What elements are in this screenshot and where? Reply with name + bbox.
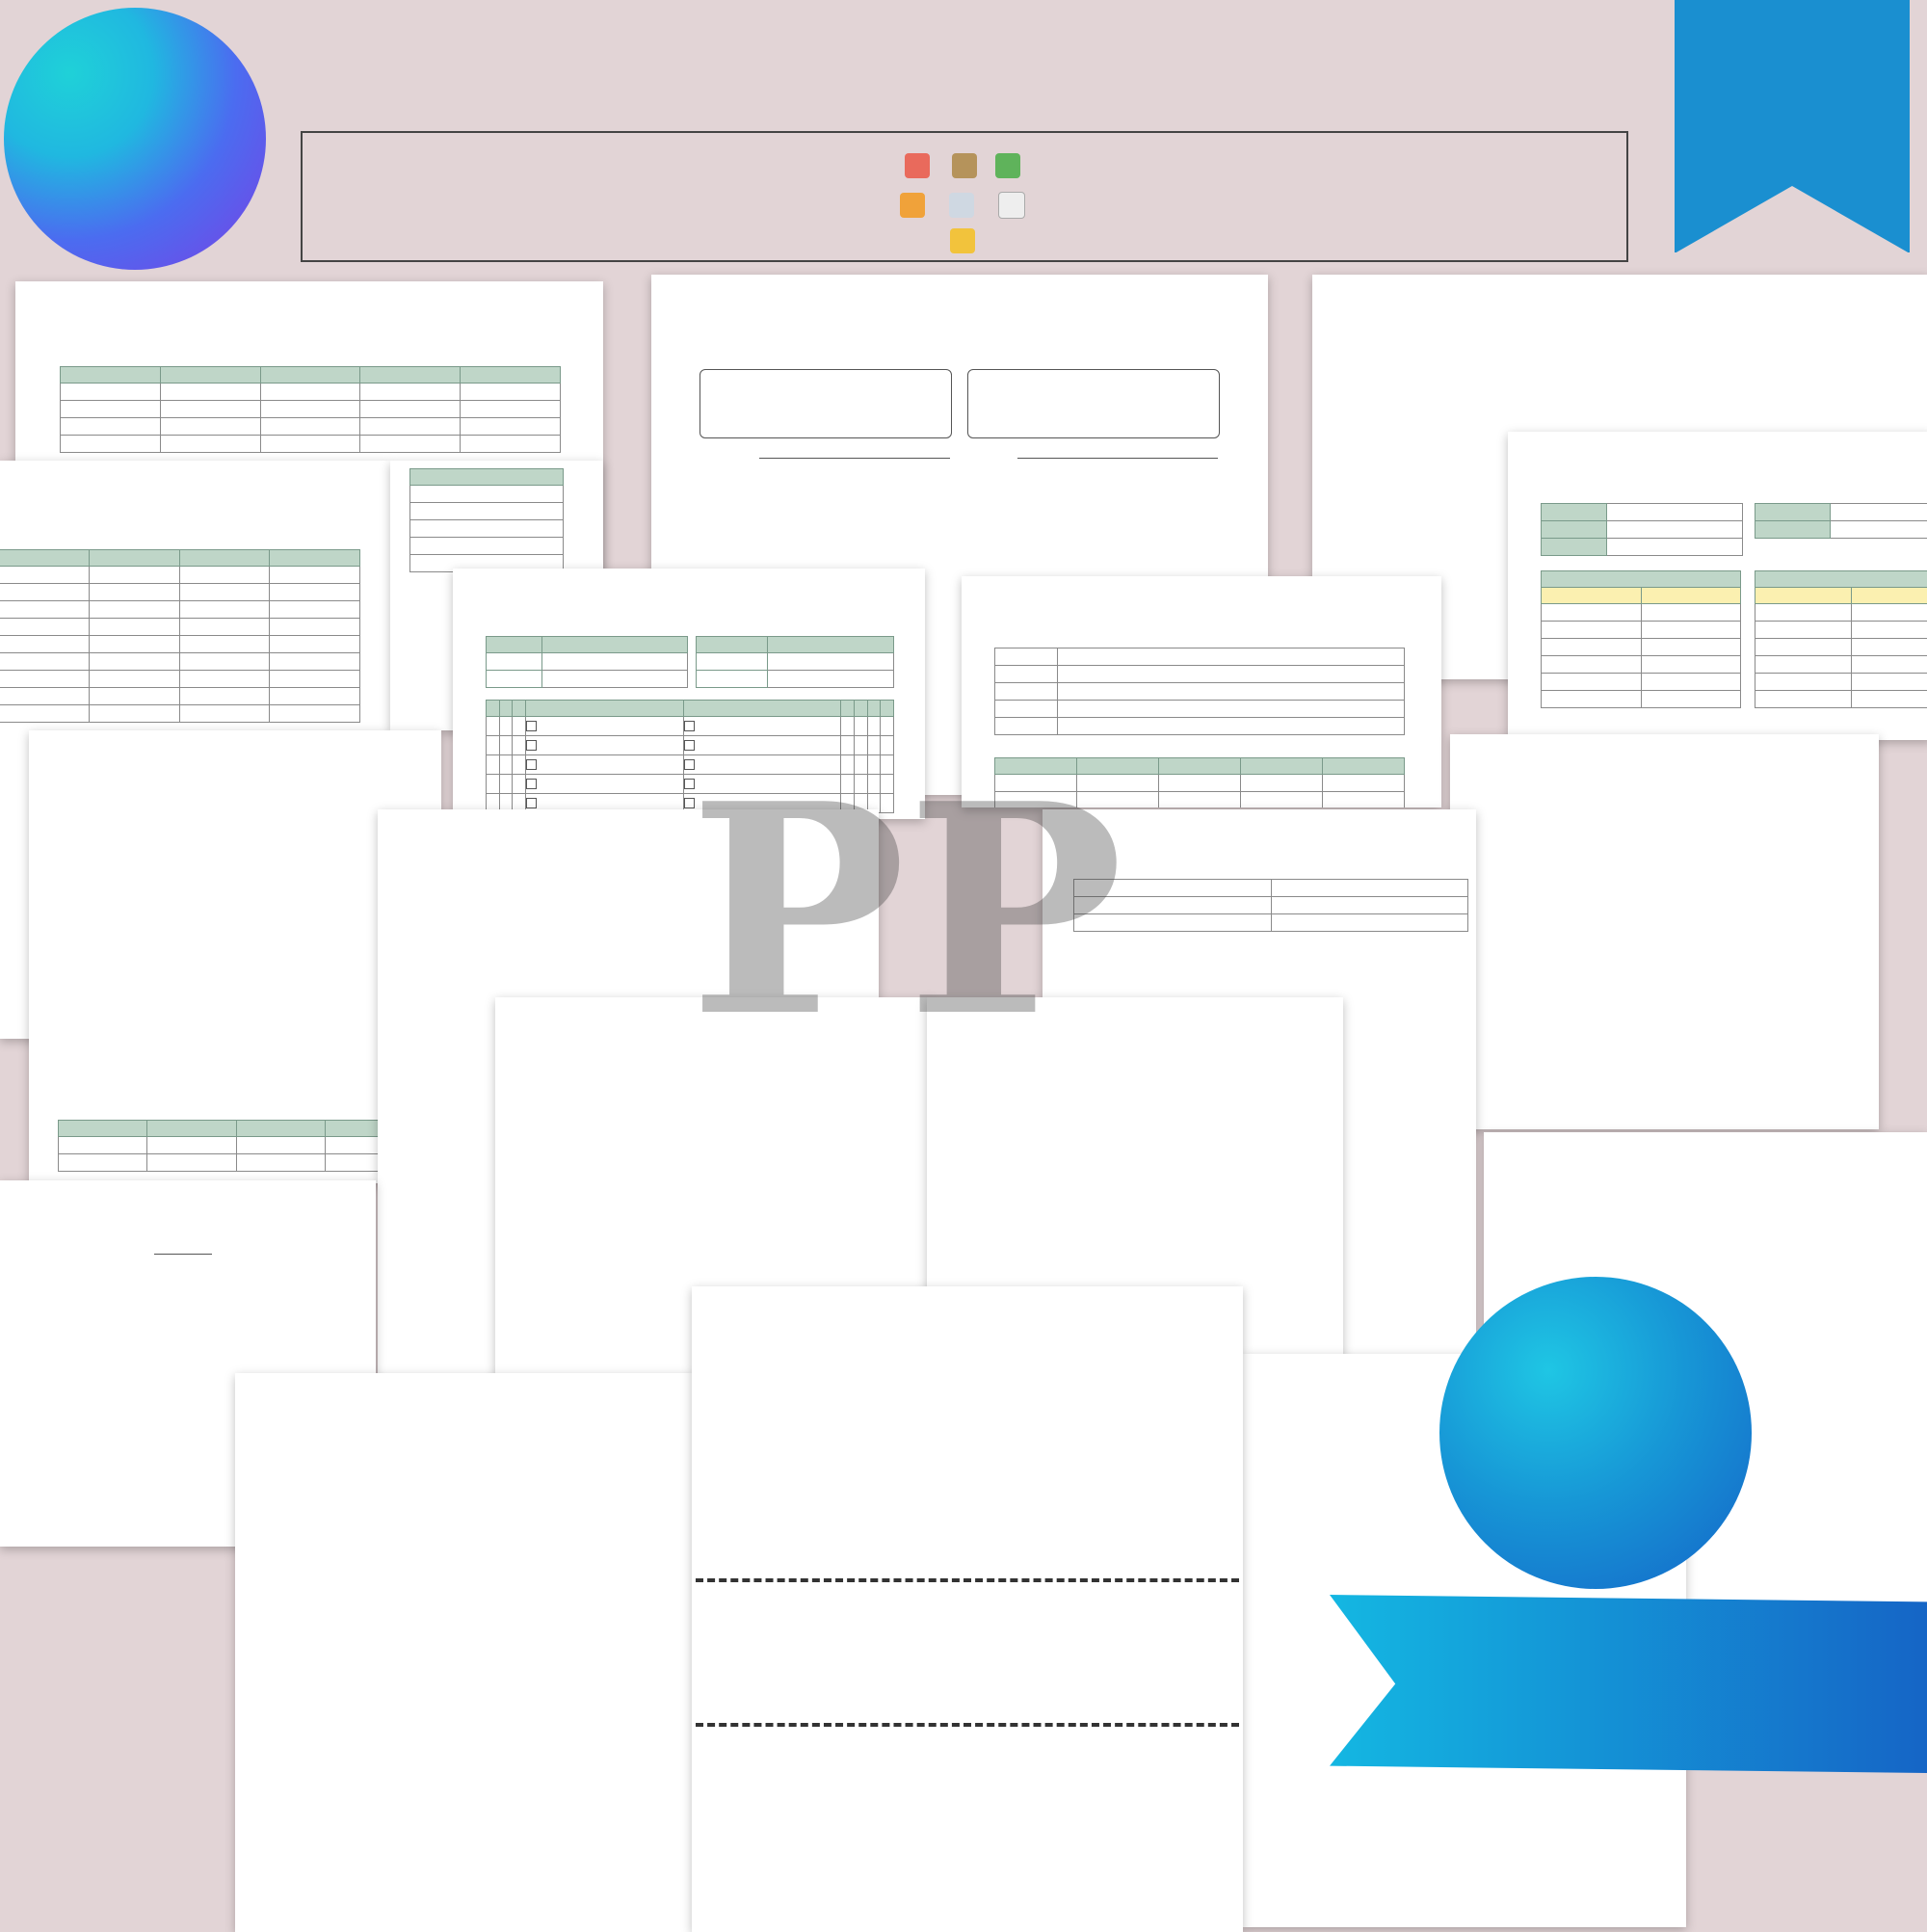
- features-box: [301, 131, 1628, 262]
- calendar-page: [235, 1373, 694, 1932]
- notepad-icon: [998, 192, 1025, 219]
- folder-icon: [950, 228, 975, 253]
- 52-week-info: [1073, 879, 1468, 932]
- investment-info: [486, 636, 688, 688]
- family-budget-table: [60, 366, 561, 453]
- assets-table: [1541, 570, 1741, 708]
- credit-card-icon: [995, 153, 1020, 178]
- credit-card-info: [994, 648, 1405, 735]
- calendar-icon: [905, 153, 930, 178]
- net-worth-right-table: [1755, 503, 1927, 539]
- bill-annual-table: [58, 1120, 414, 1172]
- investment-capital: [696, 636, 894, 688]
- printable-badge: [1439, 1277, 1752, 1589]
- net-worth-left-table: [1541, 503, 1743, 556]
- main-goal-box: [700, 369, 952, 438]
- debt-payment-page: [1450, 734, 1879, 1129]
- cover-page: [692, 1286, 1243, 1932]
- pages-ribbon: [1675, 0, 1910, 252]
- month-box: [967, 369, 1220, 438]
- retirement-table: [0, 549, 360, 723]
- chart-icon: [900, 193, 925, 218]
- fully-editable-banner: [1330, 1595, 1927, 1773]
- watermark-logo: PP: [689, 740, 1124, 1080]
- liabilities-table: [1755, 570, 1927, 708]
- net-worth-page: [1508, 432, 1927, 740]
- money-bag-icon: [952, 153, 977, 178]
- checklist-icon: [949, 193, 974, 218]
- canva-logo: [4, 8, 266, 270]
